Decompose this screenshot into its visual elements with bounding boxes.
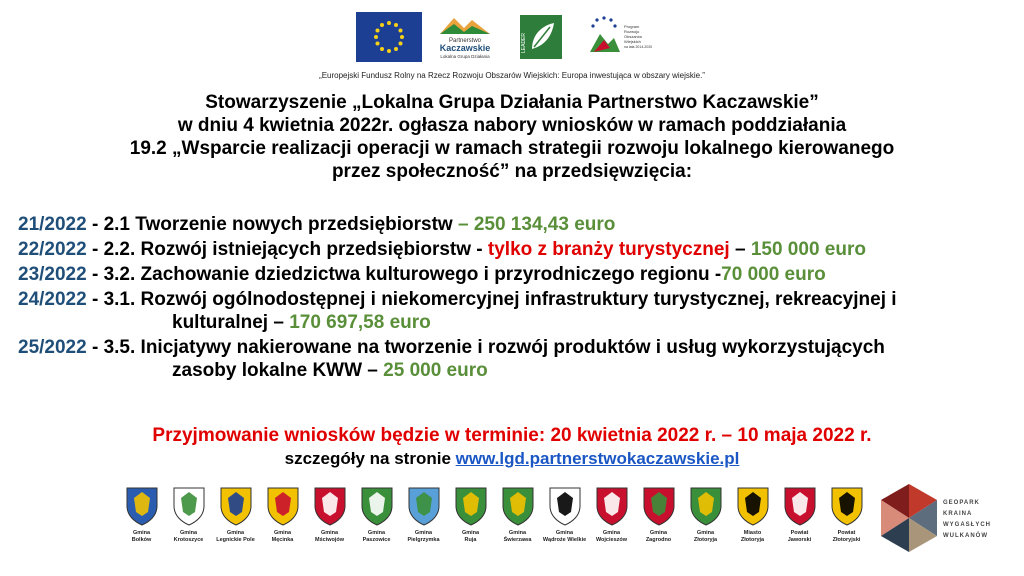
partnerstwo-title: Kaczawskie [439, 43, 491, 53]
leader-text: LEADER [521, 32, 527, 53]
crest-label-name: Złotoryja [693, 536, 718, 543]
call-amount: 150 000 euro [750, 239, 866, 260]
call-text: - 2.1 Tworzenie nowych przedsiębiorstw [86, 214, 458, 235]
call-text: - 2.2. Rozwój istniejących przedsiębiorstw - [86, 239, 488, 260]
municipality-crest [635, 486, 682, 543]
crest-label-type: Gmina [508, 530, 527, 536]
crest-label-name: Wojcieszów [595, 536, 628, 543]
coat-of-arms-icon [500, 486, 536, 526]
crest-label-type: Gmina [414, 530, 433, 536]
eu-flag-logo [356, 12, 422, 62]
municipality-crest [729, 486, 776, 543]
crest-label-name: Złotoryjski [832, 536, 861, 543]
municipality-crest [447, 486, 494, 543]
municipality-crest [259, 486, 306, 543]
crest-label [741, 530, 764, 543]
partnerstwo-sub: Lokalna Grupa Działania [440, 54, 490, 59]
call-text: - 3.1. Rozwój ogólnodostępnej i niekomercyjnej infrastruktury turystycznej, rekreacyjnej i [86, 289, 897, 310]
call-item-22 [18, 238, 1008, 261]
leader-logo [508, 12, 574, 62]
header-line-4: przez społeczność” na przedsięwzięcia: [331, 161, 693, 182]
municipality-crest [682, 486, 729, 543]
call-item-21 [18, 213, 1008, 236]
crest-label-name: Świerzawa [503, 536, 532, 543]
crest-label-type: Miasto [743, 530, 762, 536]
call-amount: 25 000 euro [383, 360, 488, 381]
call-code: 21/2022 [18, 214, 87, 235]
coat-of-arms-icon [171, 486, 207, 526]
municipality-crest [306, 486, 353, 543]
details-prefix: szczegóły na stronie [284, 449, 456, 468]
crest-label-type: Gmina [696, 530, 715, 536]
crest-label [596, 530, 627, 543]
crest-label [407, 530, 439, 543]
municipality-crest [494, 486, 541, 543]
fund-statement: „Europejski Fundusz Rolny na Rzecz Rozwoju Obszarów Wiejskich: Europa inwestująca w obszary wiejskie.” [319, 71, 705, 80]
prow-line-4: Wiejskich [624, 39, 641, 44]
partnerstwo-name: Partnerstwo [448, 38, 482, 44]
crest-label-name: Złotoryja [740, 536, 765, 543]
crest-label [132, 530, 152, 543]
call-text: - 3.5. Inicjatywy nakierowane na tworzenie i rozwój produktów i usług wykorzystujących [86, 337, 885, 358]
call-item-23 [18, 263, 1008, 286]
crest-label-name: Ruja [464, 536, 477, 543]
municipality-crest [541, 486, 588, 543]
call-continuation: kulturalnej – [172, 312, 290, 333]
coat-of-arms-icon [124, 486, 160, 526]
coat-of-arms-icon [688, 486, 724, 526]
call-amount: 170 697,58 euro [289, 312, 431, 333]
crest-label [363, 530, 391, 543]
crest-label-type: Gmina [132, 530, 151, 536]
municipality-crests [118, 486, 870, 543]
call-list [18, 213, 1008, 384]
municipality-crest [212, 486, 259, 543]
prow-logo [584, 12, 654, 62]
prow-line-5: na lata 2014-2020 [624, 45, 653, 49]
geopark-line-2: KRAINA [943, 511, 973, 517]
crest-label-type: Gmina [320, 530, 339, 536]
sponsor-logos [356, 12, 654, 62]
crest-label [216, 530, 255, 543]
crest-label [833, 530, 861, 543]
crest-label [315, 530, 344, 543]
crest-label-type: Gmina [602, 530, 621, 536]
coat-of-arms-icon [359, 486, 395, 526]
municipality-crest [118, 486, 165, 543]
municipality-crest [588, 486, 635, 543]
crest-label-type: Gmina [179, 530, 198, 536]
crest-label-type: Gmina [649, 530, 668, 536]
municipality-crest [776, 486, 823, 543]
geopark-logo [877, 472, 1007, 568]
details-line [0, 449, 1024, 469]
prow-line-1: Program [624, 24, 640, 29]
call-item-25 [18, 336, 1008, 382]
crest-label [272, 530, 294, 543]
call-code: 24/2022 [18, 289, 87, 310]
municipality-crest [400, 486, 447, 543]
geopark-line-4: WULKANÓW [943, 533, 988, 539]
geopark-line-3: WYGASŁYCH [943, 522, 991, 528]
call-dash: – [457, 214, 474, 235]
crest-label-name: Krotoszyce [173, 536, 204, 543]
crest-label [543, 530, 586, 543]
header-line-3: 19.2 „Wsparcie realizacji operacji w ramach strategii rozwoju lokalnego kierowanego [129, 138, 895, 159]
crest-label [646, 530, 671, 543]
call-item-24 [18, 288, 1008, 334]
geopark-line-1: GEOPARK [943, 500, 980, 506]
crest-label [504, 530, 532, 543]
header-line-2: w dniu 4 kwietnia 2022r. ogłasza nabory wniosków w ramach poddziałania [177, 115, 847, 136]
crest-label [788, 530, 812, 543]
municipality-crest [823, 486, 870, 543]
crest-label-type: Powiat [790, 530, 809, 536]
crest-label-name: Zagrodno [645, 536, 672, 543]
call-code: 22/2022 [18, 239, 87, 260]
crest-label-name: Wądroże Wielkie [542, 536, 587, 543]
coat-of-arms-icon [453, 486, 489, 526]
crest-label-type: Powiat [837, 530, 856, 536]
announcement-header [0, 91, 1024, 183]
call-amount: 70 000 euro [721, 264, 826, 285]
crest-label-type: Gmina [461, 530, 480, 536]
crest-label-name: Mściwojów [314, 536, 345, 543]
coat-of-arms-icon [641, 486, 677, 526]
call-code: 23/2022 [18, 264, 87, 285]
deadline-text: Przyjmowanie wniosków będzie w terminie: 20 kwietnia 2022 r. – 10 maja 2022 r. [152, 425, 872, 446]
municipality-crest [353, 486, 400, 543]
crest-label-type: Gmina [226, 530, 245, 536]
crest-label-type: Gmina [367, 530, 386, 536]
prow-line-2: Rozwoju [624, 29, 640, 34]
crest-label-name: Męcinka [271, 536, 294, 543]
call-dash: – [729, 239, 751, 260]
coat-of-arms-icon [312, 486, 348, 526]
crest-label-name: Pielgrzymka [407, 536, 440, 543]
coat-of-arms-icon [735, 486, 771, 526]
call-amount: 250 134,43 euro [473, 214, 616, 235]
crest-label-type: Gmina [273, 530, 292, 536]
call-note: tylko z branży turystycznej [487, 239, 730, 260]
crest-label-type: Gmina [555, 530, 574, 536]
crest-label-name: Bolków [131, 536, 152, 543]
coat-of-arms-icon [547, 486, 583, 526]
municipality-crest [165, 486, 212, 543]
crest-label-name: Paszowice [362, 536, 391, 543]
coat-of-arms-icon [406, 486, 442, 526]
coat-of-arms-icon [594, 486, 630, 526]
call-continuation: zasoby lokalne KWW – [172, 360, 384, 381]
crest-label-name: Legnickie Pole [216, 536, 255, 543]
coat-of-arms-icon [218, 486, 254, 526]
prow-line-3: Obszarów [624, 34, 643, 39]
crest-label-name: Jaworski [787, 536, 812, 543]
header-line-1: Stowarzyszenie „Lokalna Grupa Działania Partnerstwo Kaczawskie” [205, 92, 819, 113]
call-code: 25/2022 [18, 337, 87, 358]
coat-of-arms-icon [829, 486, 865, 526]
crest-label [174, 530, 204, 543]
coat-of-arms-icon [265, 486, 301, 526]
coat-of-arms-icon [782, 486, 818, 526]
geopark-hexagon-icon [877, 480, 941, 560]
website-link[interactable]: www.lgd.partnerstwokaczawskie.pl [455, 449, 740, 468]
partnerstwo-kaczawskie-logo [432, 12, 498, 62]
crest-label [694, 530, 717, 543]
crest-label [462, 530, 479, 543]
call-text: - 3.2. Zachowanie dziedzictwa kulturowego i przyrodniczego regionu - [86, 264, 722, 285]
geopark-text [943, 498, 991, 542]
